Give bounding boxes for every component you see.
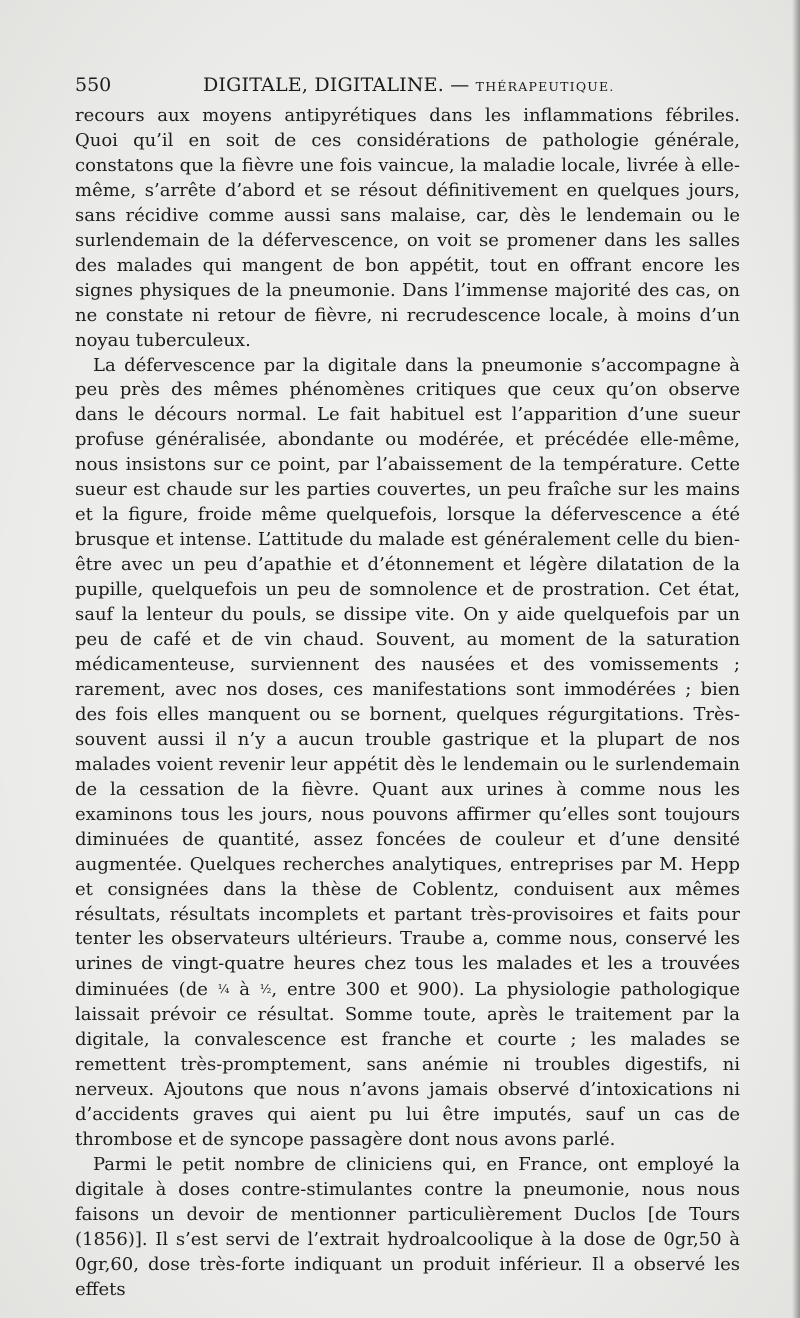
fraction-quarter: ¼ bbox=[217, 982, 230, 997]
paragraph-2 bbox=[75, 354, 740, 1154]
running-header bbox=[75, 70, 740, 100]
paragraph-1: recours aux moyens antipyrétiques dans les inflammations fébriles. Quoi qu’il en soit de ces considérations de pathologie générale, constatons que la fièvre une fois vaincue, la maladie locale, livrée à elle-même, s’arrête d’abord et se résout définitivement en quelques jours, sans récidive comme aussi sans malaise, car, dès le lendemain ou le surlendemain de la défervescence, on voit se promener dans les salles des malades qui mangent de bon appétit, tout en offrant encore les signes physiques de la pneumonie. Dans l’immense majorité des cas, on ne constate ni retour de fièvre, ni recrudescence locale, à moins d’un noyau tuberculeux. bbox=[75, 105, 740, 351]
page-number: 550 bbox=[75, 74, 112, 96]
body-text bbox=[75, 104, 740, 1303]
paragraph-2-text-c: , entre 300 et 900). La physiologie pathologique laissait prévoir ce résultat. Somme toute, après le traitement par la digitale, la convalescence est franche et courte ; les malades se remettent très-promptement, sans anémie ni troubles digestifs, ni nerveux. Ajoutons que nous n’avons jamais observé d’intoxications ni d’accidents graves qui aient pu lui être imputés, sauf un cas de thrombose et de syncope passagère dont nous avons parlé. bbox=[75, 979, 740, 1151]
paragraph-2-text-a: La défervescence par la digitale dans la pneumonie s’accompagne à peu près des mêmes phénomènes critiques que ceux qu’on observe dans le décours normal. Le fait habituel est l’apparition d’une sueur profuse généralisée, abondante ou modérée, et précédée elle-même, nous insistons sur ce point, par l’abaissement de la température. Cette sueur est chaude sur les parties couvertes, un peu fraîche sur les mains et la figure, froide même quelquefois, lorsque la défervescence a été brusque et intense. L’attitude du malade est généralement celle du bien-être avec un peu d’apathie et d’étonnement et légère dilatation de la pupille, quelquefois un peu de somnolence et de prostration. Cet état, sauf la lenteur du pouls, se dissipe vite. On y aide quelquefois par un peu de café et de vin chaud. Souvent, au moment de la saturation médicamenteuse, surviennent des nausées et des vomissements ; rarement, avec nos doses, ces manifestations sont immodérées ; bien des fois elles manquent ou se bornent, quelques régurgitations. Très-souvent aussi il n’y a aucun trouble gastrique et la plupart de nos malades voient revenir leur appétit dès le lendemain ou le surlendemain de la cessation de la fièvre. Quant aux urines à comme nous les examinons tous les jours, nous pouvons affirmer qu’elles sont toujours diminuées de quantité, assez foncées de couleur et d’une densité augmentée. Quelques recherches analytiques, entreprises par M. Hepp et consignées dans la thèse de Coblentz, conduisent aux mêmes résultats, résultats incomplets et partant très-provisoires et faits pour tenter les observateurs ultérieurs. Traube a, comme nous, conservé les urines de vingt-quatre heures chez tous les malades et les a trouvées diminuées (de bbox=[75, 354, 740, 1001]
paragraph-2-text-b: à bbox=[239, 979, 250, 1001]
page-edge-shadow bbox=[792, 0, 800, 1318]
running-title-section: THÉRAPEUTIQUE. bbox=[475, 79, 615, 94]
running-title-main: DIGITALE, DIGITALINE. — bbox=[203, 74, 470, 96]
paragraph-3: Parmi le petit nombre de cliniciens qui, en France, ont employé la digitale à doses contre-stimulantes contre la pneumonie, nous nous faisons un devoir de mentionner particulièrement Duclos [de Tours (1856)]. Il s’est servi de l’extrait hydroalcoolique à la dose de 0gr,50 à 0gr,60, dose très-forte indiquant un produit inférieur. Il a observé les effets bbox=[75, 1154, 740, 1300]
fraction-half: ½ bbox=[259, 982, 272, 997]
running-title bbox=[203, 70, 615, 102]
